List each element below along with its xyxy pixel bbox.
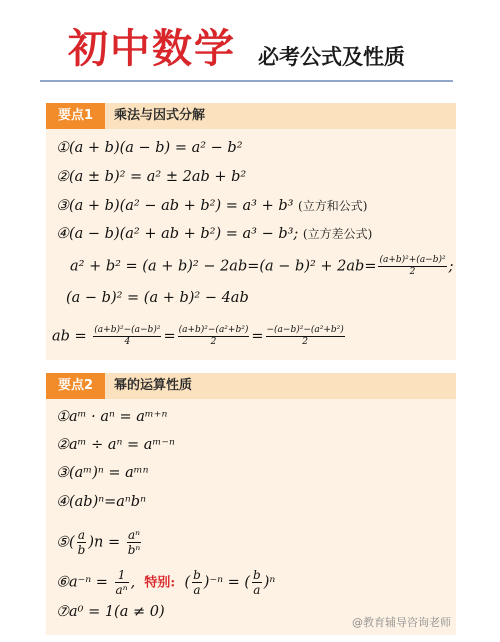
formula-line: ⑥a⁻ⁿ = $\frac{1}{\text{aⁿ}}$ , 特别: ( $\frac{b}{a}$ )⁻ⁿ = ( $\frac{b}{a}$ )ⁿ	[56, 568, 276, 597]
formula-line: (a − b)² = (a + b)² − 4ab	[66, 290, 249, 306]
section-card-1	[46, 103, 456, 360]
fraction: $\frac{\text{(a+b)²+(a−b)²}}{2}$	[379, 255, 446, 277]
formula-line: ab = $\frac{\text{(a+b)²−(a−b)²}}{4}$ = $\frac{\text{(a+b)²−(a²+b²)}}{2}$ = $\frac{\text{−(a−b)²−(a²+b²)}}{2}$	[52, 325, 344, 347]
formula-line: ①aᵐ · aⁿ = aᵐ⁺ⁿ	[56, 409, 168, 425]
page-title: 初中数学	[68, 25, 236, 72]
page-header	[0, 0, 500, 90]
special-label: 特别:	[144, 575, 176, 591]
fraction: $\frac{1}{\text{aⁿ}}$	[115, 568, 128, 597]
formula-line: ②aᵐ ÷ aⁿ = aᵐ⁻ⁿ	[56, 437, 175, 453]
formula-note: (立方差公式)	[302, 227, 373, 241]
section-card-2	[46, 373, 456, 635]
fraction: $\frac{\text{−(a−b)²−(a²+b²)}}{2}$	[266, 325, 344, 347]
fraction: $\frac{\text{(a+b)²−(a²+b²)}}{2}$	[178, 325, 249, 347]
fraction: $\frac{a}{b}$	[77, 528, 86, 557]
formula-line: ②(a ± b)² = a² ± 2ab + b²	[56, 169, 247, 185]
section-title: 幂的运算性质	[114, 378, 193, 393]
formula-line: ④(a − b)(a² + ab + b²) = a³ − b³; (立方差公式)	[56, 226, 373, 242]
formula-line: ③(aᵐ)ⁿ = aᵐⁿ	[56, 465, 149, 481]
watermark: @教育辅导咨询老师	[352, 616, 451, 629]
formula-line: ⑦a⁰ = 1(a ≠ 0)	[56, 604, 165, 620]
fraction: $\frac{\text{aⁿ}}{\text{bⁿ}}$	[127, 528, 141, 557]
formula-line: ⑤( $\frac{a}{b}$ )n = $\frac{\text{aⁿ}}{\text{bⁿ}}$	[56, 528, 141, 557]
page-subtitle: 必考公式及性质	[258, 44, 405, 69]
formula-line: ①(a + b)(a − b) = a² − b²	[56, 140, 243, 156]
fraction: $\frac{b}{a}$	[253, 568, 261, 597]
formula-line: a² + b² = (a + b)² − 2ab=(a − b)² + 2ab= $\frac{\text{(a+b)²+(a−b)²}}{2}$ ;	[70, 255, 454, 277]
formula-line: ④(ab)ⁿ=aⁿbⁿ	[56, 494, 146, 510]
formula-note: (立方和公式)	[298, 199, 368, 213]
section-header	[46, 373, 456, 399]
fraction: $\frac{\text{(a+b)²−(a−b)²}}{4}$	[94, 325, 161, 347]
section-tag: 要点2	[46, 373, 105, 399]
formula-line: ③(a + b)(a² − ab + b²) = a³ + b³ (立方和公式)	[56, 198, 368, 214]
fraction: $\frac{b}{a}$	[193, 568, 201, 597]
header-divider	[40, 80, 453, 82]
section-header	[46, 103, 456, 129]
section-tag: 要点1	[46, 103, 105, 129]
section-title: 乘法与因式分解	[114, 108, 206, 123]
